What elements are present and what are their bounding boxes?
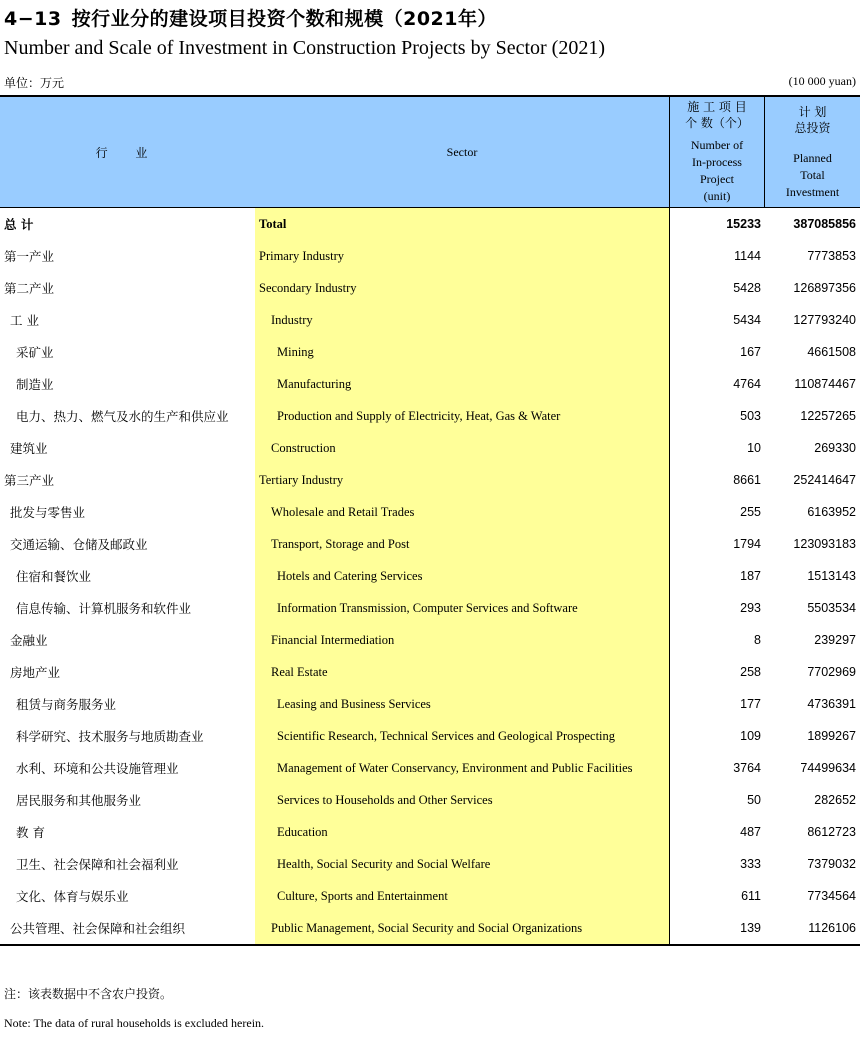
row-sector-en: Real Estate — [271, 664, 328, 679]
row-sector-cn: 建筑业 — [10, 441, 48, 456]
row-projects: 293 — [740, 601, 761, 615]
header-investment-cn-2: 总投资 — [794, 120, 831, 135]
row-investment: 74499634 — [800, 761, 856, 775]
row-investment: 110874467 — [794, 377, 856, 391]
row-sector-cn: 交通运输、仓储及邮政业 — [10, 537, 148, 552]
row-sector-en: Transport, Storage and Post — [271, 536, 410, 551]
row-sector-cn: 制造业 — [16, 377, 54, 392]
row-projects: 611 — [741, 889, 761, 903]
row-sector-en: Construction — [271, 440, 336, 455]
table-row — [0, 752, 860, 784]
row-sector-en: Industry — [271, 312, 313, 327]
table-row — [0, 432, 860, 464]
data-table — [0, 95, 860, 946]
table-row — [0, 816, 860, 848]
row-sector-cn: 住宿和餐饮业 — [16, 569, 92, 584]
row-projects: 503 — [740, 409, 761, 423]
row-investment: 239297 — [814, 633, 856, 647]
row-sector-en: Tertiary Industry — [259, 472, 344, 487]
footnote-en: Note: The data of rural households is excluded herein. — [4, 1016, 265, 1030]
table-row — [0, 400, 860, 432]
row-investment: 7734564 — [807, 889, 856, 903]
row-projects: 8661 — [733, 473, 761, 487]
row-sector-en: Total — [259, 216, 287, 231]
row-sector-en: Wholesale and Retail Trades — [271, 504, 415, 519]
row-investment: 387085856 — [793, 217, 856, 231]
row-projects: 333 — [740, 857, 761, 871]
row-sector-cn: 文化、体育与娱乐业 — [16, 889, 129, 904]
row-projects: 5434 — [733, 313, 761, 327]
row-sector-en: Financial Intermediation — [271, 632, 395, 647]
row-sector-en: Information Transmission, Computer Services and Software — [277, 600, 578, 615]
table-row — [0, 912, 860, 944]
row-investment: 8612723 — [807, 825, 856, 839]
row-investment: 7773853 — [807, 249, 856, 263]
row-sector-en: Production and Supply of Electricity, Heat, Gas & Water — [277, 408, 561, 423]
table-row — [0, 464, 860, 496]
row-sector-cn: 卫生、社会保障和社会福利业 — [16, 857, 179, 872]
header-projects-en-2: In-process — [692, 155, 742, 169]
row-investment: 252414647 — [793, 473, 856, 487]
footnote-cn: 注：该表数据中不含农户投资。 — [4, 987, 173, 1001]
table-row — [0, 560, 860, 592]
row-investment: 282652 — [814, 793, 856, 807]
row-projects: 187 — [740, 569, 761, 583]
row-investment: 126897356 — [793, 281, 856, 295]
row-sector-en: Health, Social Security and Social Welfare — [277, 856, 491, 871]
header-projects-en — [691, 137, 743, 205]
row-projects: 4764 — [733, 377, 761, 391]
row-sector-en: Management of Water Conservancy, Environment and Public Facilities — [277, 760, 633, 775]
row-projects: 1144 — [734, 249, 761, 263]
row-sector-cn: 信息传输、计算机服务和软件业 — [16, 601, 192, 616]
row-sector-en: Education — [277, 824, 328, 839]
table-row — [0, 304, 860, 336]
row-sector-cn: 第二产业 — [4, 281, 55, 296]
header-investment-cn-1: 计 划 — [798, 104, 827, 119]
row-projects: 1794 — [733, 537, 761, 551]
table-row — [0, 336, 860, 368]
row-sector-en: Leasing and Business Services — [277, 696, 431, 711]
table-row — [0, 784, 860, 816]
row-investment: 5503534 — [807, 601, 856, 615]
table-row — [0, 528, 860, 560]
table-row — [0, 592, 860, 624]
row-sector-cn: 电力、热力、燃气及水的生产和供应业 — [16, 409, 229, 424]
row-projects: 8 — [754, 633, 761, 647]
row-sector-cn: 科学研究、技术服务与地质勘查业 — [16, 729, 204, 744]
unit-label-cn: 单位：万元 — [4, 76, 65, 90]
table-row — [0, 720, 860, 752]
title-cn-text: 按行业分的建设项目投资个数和规模（2021年） — [71, 8, 497, 30]
row-projects: 50 — [747, 793, 761, 807]
row-investment: 1126106 — [808, 921, 856, 935]
header-sector-cn: 行 业 — [95, 145, 160, 160]
table-row — [0, 624, 860, 656]
row-sector-cn: 公共管理、社会保障和社会组织 — [10, 921, 186, 936]
row-investment: 127793240 — [793, 313, 856, 327]
header-sector-en: Sector — [255, 97, 670, 207]
row-projects: 15233 — [726, 217, 761, 231]
header-investment-en-3: Investment — [785, 184, 840, 199]
row-projects: 255 — [740, 505, 761, 519]
table-row — [0, 368, 860, 400]
row-sector-en: Secondary Industry — [259, 280, 357, 295]
header-investment-en — [786, 150, 839, 201]
header-projects-cn-1: 施 工 项 目 — [687, 100, 747, 114]
table-row — [0, 880, 860, 912]
header-projects-en-3: Project — [699, 172, 734, 186]
row-sector-cn: 批发与零售业 — [10, 505, 86, 520]
table-row — [0, 848, 860, 880]
row-projects: 139 — [740, 921, 761, 935]
row-investment: 123093183 — [793, 537, 856, 551]
header-projects-en-1: Number of — [690, 138, 744, 152]
unit-label-en: (10 000 yuan) — [788, 74, 856, 88]
row-sector-cn: 第三产业 — [4, 473, 55, 488]
row-projects: 3764 — [733, 761, 761, 775]
row-sector-cn: 房地产业 — [10, 665, 61, 680]
row-investment: 269330 — [814, 441, 856, 455]
row-investment: 6163952 — [807, 505, 856, 519]
row-investment: 12257265 — [800, 409, 856, 423]
header-investment-en-2: Total — [800, 167, 825, 182]
table-title-en: Number and Scale of Investment in Construction Projects by Sector (2021) — [4, 37, 605, 59]
row-investment: 7702969 — [807, 665, 856, 679]
row-investment: 4661508 — [807, 345, 856, 359]
row-projects: 167 — [740, 345, 761, 359]
header-projects-cn-2: 个 数（个） — [685, 116, 749, 130]
row-sector-en: Manufacturing — [277, 376, 352, 391]
row-sector-en: Mining — [277, 344, 314, 359]
table-row — [0, 496, 860, 528]
row-investment: 4736391 — [807, 697, 856, 711]
row-projects: 258 — [740, 665, 761, 679]
row-sector-cn: 租赁与商务服务业 — [16, 697, 117, 712]
row-projects: 5428 — [733, 281, 761, 295]
row-sector-cn: 第一产业 — [4, 249, 55, 264]
table-number: 4−13 — [4, 8, 62, 30]
row-investment: 1513143 — [807, 569, 856, 583]
row-projects: 177 — [740, 697, 761, 711]
header-projects — [670, 97, 765, 207]
header-projects-en-4: (unit) — [703, 189, 731, 203]
table-title-cn — [4, 4, 497, 31]
row-sector-en: Services to Households and Other Services — [277, 792, 493, 807]
row-investment: 7379032 — [807, 857, 856, 871]
row-sector-en: Hotels and Catering Services — [277, 568, 423, 583]
row-projects: 487 — [740, 825, 761, 839]
table-row — [0, 272, 860, 304]
row-sector-cn: 教 育 — [16, 825, 45, 840]
row-investment: 1899267 — [807, 729, 856, 743]
table-header — [0, 97, 860, 208]
header-investment — [765, 97, 860, 207]
row-sector-cn: 工 业 — [10, 313, 39, 328]
row-sector-en: Primary Industry — [259, 248, 345, 263]
table-row — [0, 240, 860, 272]
row-sector-en: Culture, Sports and Entertainment — [277, 888, 448, 903]
header-investment-en-1: Planned — [793, 150, 832, 165]
row-sector-en: Scientific Research, Technical Services and Geological Prospecting — [277, 728, 616, 743]
table-row — [0, 688, 860, 720]
table-row — [0, 656, 860, 688]
table-body — [0, 208, 860, 944]
row-projects: 10 — [747, 441, 761, 455]
row-projects: 109 — [740, 729, 761, 743]
row-sector-cn: 采矿业 — [16, 345, 54, 360]
row-sector-cn: 居民服务和其他服务业 — [16, 793, 142, 808]
row-sector-en: Public Management, Social Security and Social Organizations — [271, 920, 583, 935]
row-sector-cn: 总 计 — [4, 217, 34, 232]
row-sector-cn: 金融业 — [10, 633, 48, 648]
row-sector-cn: 水利、环境和公共设施管理业 — [16, 761, 179, 776]
table-row — [0, 208, 860, 240]
